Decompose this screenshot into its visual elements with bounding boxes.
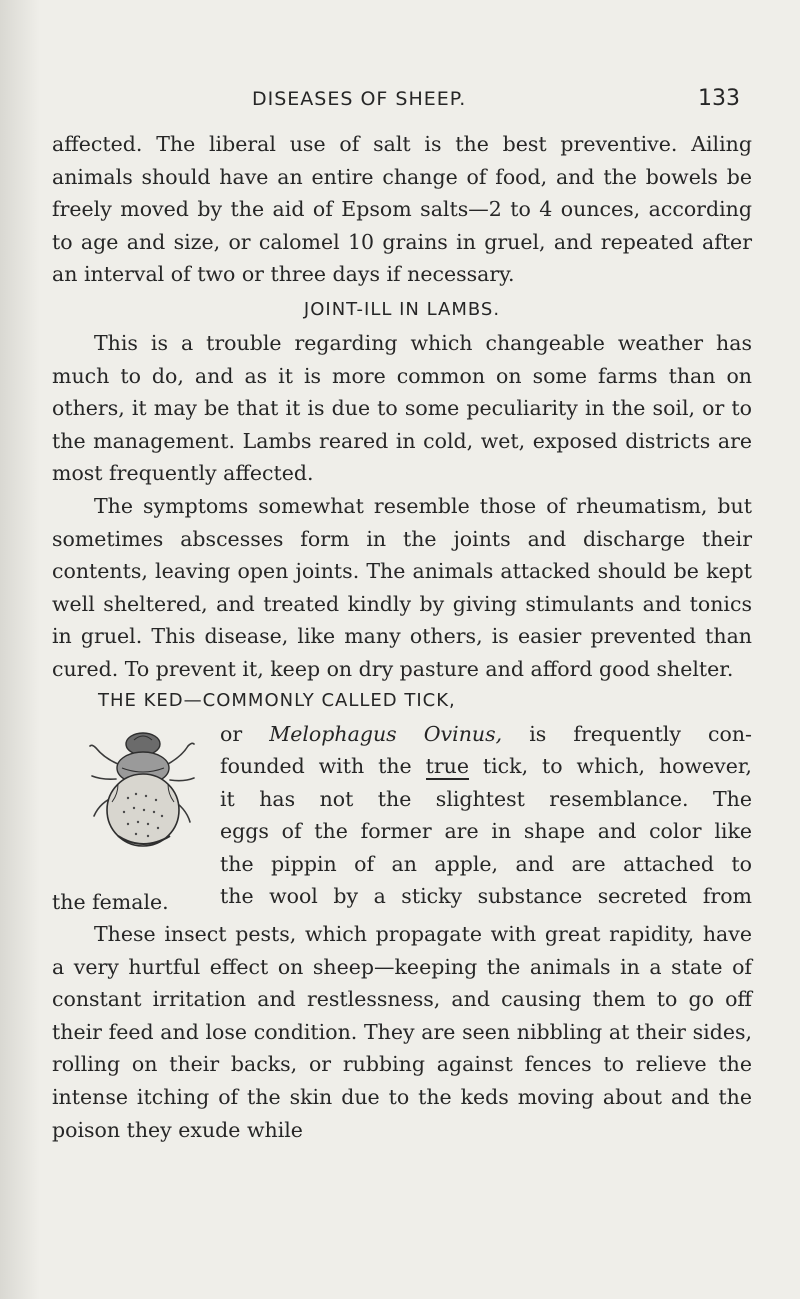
ked-heading: THE KED—COMMONLY CALLED TICK, xyxy=(98,689,456,711)
joint-ill-heading: JOINT-ILL IN LAMBS. xyxy=(303,298,501,320)
page-edge-shadow xyxy=(0,0,40,1299)
ked-line-1-prefix: or xyxy=(220,721,243,746)
joint-ill-paragraph-1: This is a trouble regarding which changeable weather has much to do, and as it is more common on some farms than on others, it may be that it is due to some peculiarity in the soil, or to the management. Lambs reared in cold, wet, exposed districts are most frequently affected. xyxy=(52,330,752,486)
ked-line-3: it has not the slightest resemblance. The xyxy=(220,786,752,811)
ked-continuation xyxy=(52,886,752,1147)
ked-scientific-name: Melophagus Ovinus, xyxy=(269,721,503,746)
joint-ill-paragraph-2: The symptoms somewhat resemble those of rheumatism, but sometimes abscesses form in the joints and discharge their contents, leaving open joints. The animals attacked should be kept well sheltered, and treated kindly by giving stimulants and tonics in gruel. This disease, like many others, is easier prevented than cured. To prevent it, keep on dry pasture and afford good shelter. xyxy=(52,493,752,681)
intro-paragraph: affected. The liberal use of salt is the best preventive. Ailing animals should have an entire change of food, and the bowels be freely moved by the aid of Epsom salts—2 to 4 ounces, according to age and size, or calomel 10 grains in gruel, and repeated after an interval of two or three days if necessary. xyxy=(52,132,752,287)
ked-paragraph-2: These insect pests, which propagate with great rapidity, have a very hurtful effect on sheep—keeping the animals in a state of constant irritation and restlessness, and causing them to go off their feed and lose condition. They are seen nibbling at their sides, rolling on their backs, or rubbing against fences to relieve the intense itching of the skin due to the keds moving about and the poison they exude while xyxy=(52,922,752,1142)
ked-line-1 xyxy=(220,718,752,751)
page-header xyxy=(60,88,760,120)
running-title: DISEASES OF SHEEP. xyxy=(252,88,467,110)
page-body xyxy=(52,128,752,1172)
ked-underlined-word: true xyxy=(425,754,469,779)
sheep-ked-illustration-icon xyxy=(88,724,198,854)
ked-line-6: the wool by a sticky substance secreted from xyxy=(220,884,752,909)
ked-line-2 xyxy=(220,750,752,783)
ked-wrapped-text xyxy=(220,718,752,914)
ked-line-2-suffix: tick, to which, however, xyxy=(482,754,752,779)
ked-section xyxy=(52,686,752,1172)
ked-line-5: the pippin of an apple, and are attached to xyxy=(220,851,752,876)
ked-line-2-prefix: founded with the xyxy=(220,754,412,779)
ked-line-4: eggs of the former are in shape and color like xyxy=(220,819,752,844)
ked-line-7: the female. xyxy=(52,889,169,914)
ked-line-1-suffix: is frequently con- xyxy=(529,721,752,746)
page-number: 133 xyxy=(698,86,740,111)
